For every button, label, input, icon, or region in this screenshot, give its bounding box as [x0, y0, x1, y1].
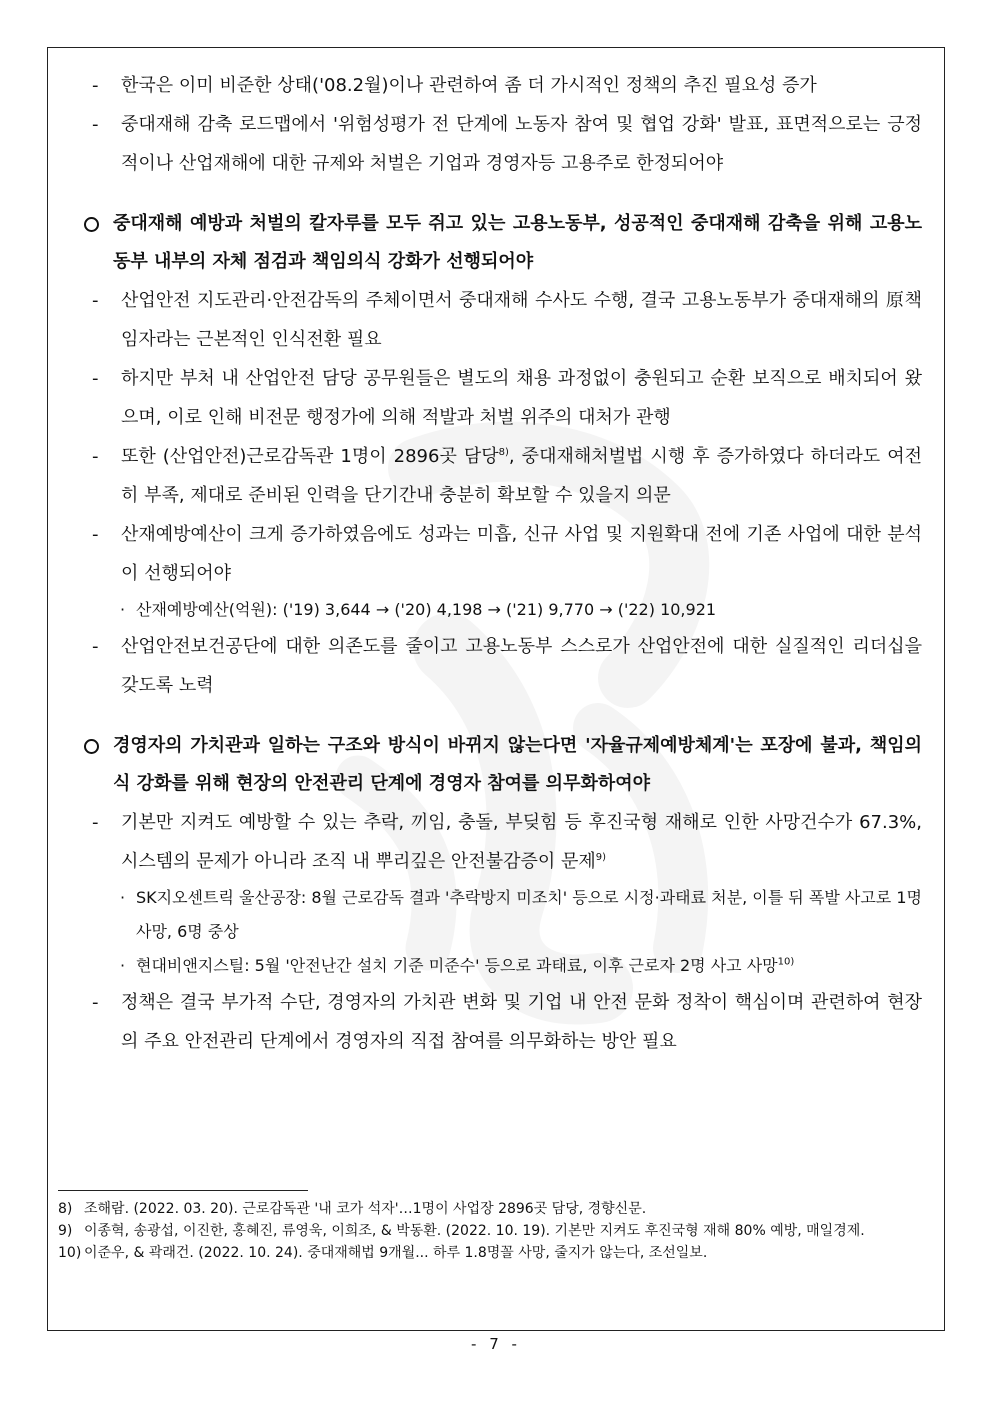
- footnote-reference[interactable]: 9): [595, 852, 607, 863]
- document-body: [84, 66, 922, 1061]
- footnote-number: 9): [58, 1223, 73, 1239]
- middle-dot-marker: ·: [120, 888, 126, 907]
- circle-bullet-icon: [84, 739, 99, 754]
- footnote: [58, 1242, 918, 1264]
- page-number: - 7 -: [471, 1335, 521, 1353]
- page-frame: [47, 47, 945, 1331]
- footnote-text: 이종혁, 송광섭, 이진한, 홍혜진, 류영욱, 이희조, & 박동환. (2022. 10. 19). 기본만 지켜도 후진국형 재해 80% 예방, 매일경제.: [84, 1223, 865, 1239]
- circle-bullet-icon: [84, 217, 99, 232]
- middle-dot-marker: ·: [120, 600, 126, 619]
- dash-item: [92, 66, 922, 105]
- item-text: 중대재해 감축 로드맵에서 '위험성평가 전 단계에 노동자 참여 및 협업 강화' 발표, 표면적으로는 긍정적이나 산업재해에 대한 규제와 처벌은 기업과 경영자등 고용주로 한정되어야: [121, 114, 922, 174]
- item-text: 산업안전보건공단에 대한 의존도를 줄이고 고용노동부 스스로가 산업안전에 대한 실질적인 리더십을 갖도록 노력: [121, 636, 922, 696]
- middle-dot-marker: ·: [120, 956, 126, 975]
- item-text: 산재예방예산이 크게 증가하였음에도 성과는 미흡, 신규 사업 및 지원확대 전에 기존 사업에 대한 분석이 선행되어야: [121, 524, 922, 584]
- item-text: 경영자의 가치관과 일하는 구조와 방식이 바뀌지 않는다면 '자율규제예방체계'는 포장에 불과, 책임의식 강화를 위해 현장의 안전관리 단계에 경영자 참여를 의무화하여야: [113, 735, 922, 794]
- section-heading: [84, 205, 922, 281]
- footnote-divider: [58, 1190, 308, 1191]
- footnote: [58, 1198, 918, 1220]
- footnote-number: 8): [58, 1201, 73, 1217]
- item-text: 중대재해 예방과 처벌의 칼자루를 모두 쥐고 있는 고용노동부, 성공적인 중대재해 감축을 위해 고용노동부 내부의 자체 점검과 책임의식 강화가 선행되어야: [113, 213, 922, 272]
- dash-item: [92, 359, 922, 437]
- dash-item: [92, 983, 922, 1061]
- item-text: 산재예방예산(억원): ('19) 3,644 → ('20) 4,198 → ('21) 9,770 → ('22) 10,921: [136, 600, 717, 619]
- dash-item: [92, 627, 922, 705]
- footnote-number: 10): [58, 1245, 82, 1261]
- item-text: SK지오센트릭 울산공장: 8월 근로감독 결과 '추락방지 미조치' 등으로 시정·과태료 처분, 이틀 뒤 폭발 사고로 1명 사망, 6명 중상: [136, 888, 922, 941]
- footnote-reference[interactable]: 8): [498, 447, 509, 458]
- footnotes: [58, 1198, 918, 1264]
- item-text: 현대비앤지스틸: 5월 '안전난간 설치 기준 미준수' 등으로 과태료, 이후 근로자 2명 사고 사망: [136, 956, 778, 975]
- sub-item: [84, 593, 922, 627]
- dash-item: [92, 515, 922, 593]
- dash-item: [92, 281, 922, 359]
- dash-item: [92, 803, 922, 881]
- sub-item: [84, 881, 922, 949]
- footnote-text: 조해람. (2022. 03. 20). 근로감독관 '내 코가 석자'…1명이 사업장 2896곳 담당, 경향신문.: [84, 1201, 647, 1217]
- footnote-text: 이준우, & 곽래건. (2022. 10. 24). 중대재해법 9개월... 하루 1.8명꼴 사망, 줄지가 않는다, 조선일보.: [84, 1245, 708, 1261]
- dash-item: [92, 437, 922, 515]
- item-text: 산업안전 지도관리·안전감독의 주체이면서 중대재해 수사도 수행, 결국 고용노동부가 중대재해의 原책임자라는 근본적인 인식전환 필요: [121, 290, 922, 350]
- item-text: 기본만 지켜도 예방할 수 있는 추락, 끼임, 충돌, 부딪힘 등 후진국형 재해로 인한 사망건수가 67.3%, 시스템의 문제가 아니라 조직 내 뿌리깊은 안전불감증이 문제: [121, 812, 922, 872]
- sub-item: [84, 949, 922, 983]
- item-text: 또한 (산업안전)근로감독관 1명이 2896곳 담당: [121, 446, 499, 467]
- section-heading: [84, 727, 922, 803]
- footnote: [58, 1220, 918, 1242]
- item-text: 한국은 이미 비준한 상태('08.2월)이나 관련하여 좀 더 가시적인 정책의 추진 필요성 증가: [121, 75, 817, 96]
- item-text: 하지만 부처 내 산업안전 담당 공무원들은 별도의 채용 과정없이 충원되고 순환 보직으로 배치되어 왔으며, 이로 인해 비전문 행정가에 의해 적발과 처벌 위주의 대처가 관행: [121, 368, 922, 428]
- item-text-continued: , 중대재해처벌법 시행 후 증가하였다 하더라도 여전히 부족, 제대로 준비된 인력을 단기간내 충분히 확보할 수 있을지 의문: [121, 446, 922, 506]
- dash-item: [92, 105, 922, 183]
- footnote-reference[interactable]: 10): [777, 956, 795, 968]
- item-text: 정책은 결국 부가적 수단, 경영자의 가치관 변화 및 기업 내 안전 문화 정착이 핵심이며 관련하여 현장의 주요 안전관리 단계에서 경영자의 직접 참여를 의무화하는 방안 필요: [121, 992, 922, 1052]
